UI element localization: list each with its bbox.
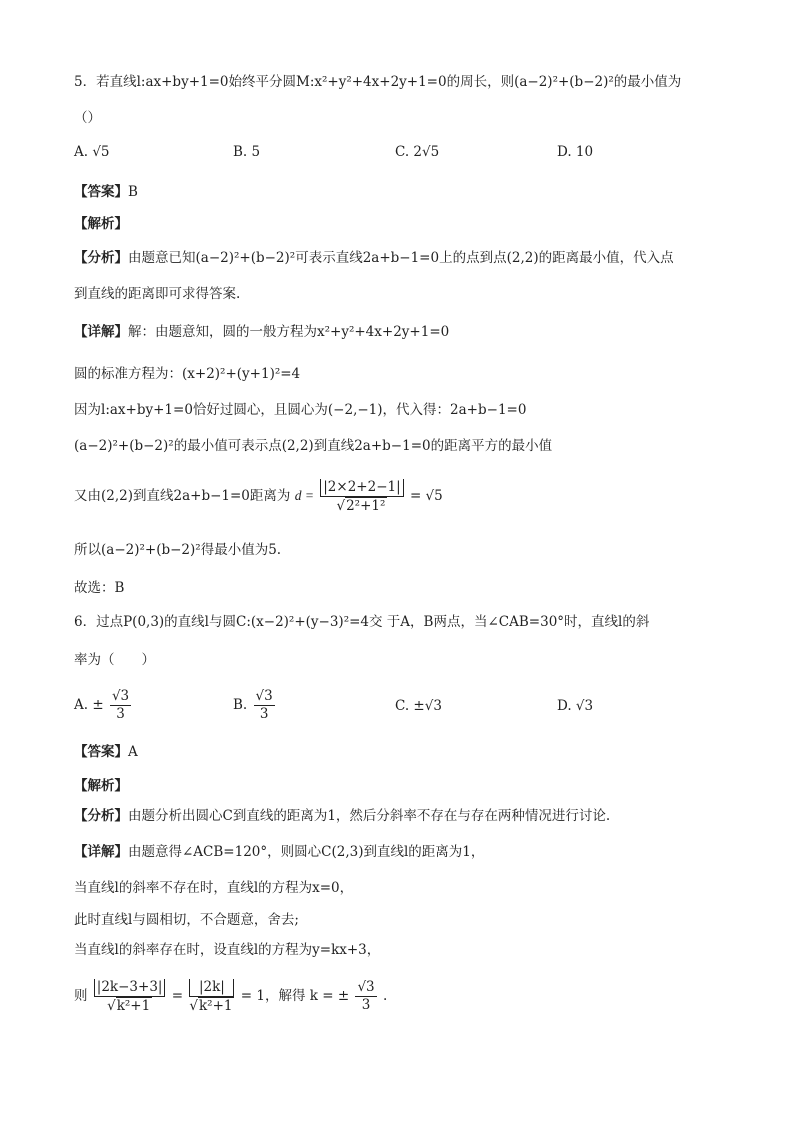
- q5-detail-line1: [74, 322, 449, 342]
- q5-detail-line2: 圆的标准方程为：(x+2)²+(y+1)²=4: [74, 366, 301, 382]
- result-num: √3: [357, 979, 375, 995]
- sqrt-icon: √: [189, 997, 198, 1014]
- solve-text: = 1，解得 k = ±: [240, 988, 350, 1004]
- fraction-1: [94, 979, 166, 1015]
- option-a-fraction: [110, 688, 131, 723]
- option-a-den: 3: [116, 706, 125, 722]
- fenxi-text: 由题分析出圆心C到直线的距离为1，然后分斜率不存在与存在两种情况进行讨论.: [128, 808, 611, 824]
- q5-detail-line6: 所以(a−2)²+(b−2)²得最小值为5.: [74, 542, 282, 558]
- fraction-2-num: |2k|: [189, 979, 234, 997]
- q5-answer: [74, 182, 138, 202]
- q6-fenxi-line1: [74, 806, 610, 826]
- q6-analysis-title: 【解析】: [74, 778, 128, 794]
- sqrt-body: k²+1: [116, 997, 151, 1014]
- q6-detail-line4: 当直线l的斜率存在时，设直线l的方程为y=kx+3，: [74, 942, 381, 958]
- answer-value: A: [128, 744, 138, 760]
- q5-fenxi-line2: 到直线的距离即可求得答案.: [74, 286, 241, 302]
- answer-value: B: [128, 184, 138, 200]
- q6-detail-line2: 当直线l的斜率不存在时，直线l的方程为x=0，: [74, 880, 354, 896]
- option-a-prefix: A. ±: [74, 697, 104, 713]
- detail-label: 【详解】: [74, 844, 128, 860]
- q5-option-d: D. 10: [557, 144, 594, 160]
- fenxi-label: 【分析】: [74, 808, 128, 824]
- q5-detail-line3: 因为l:ax+by+1=0恰好过圆心，且圆心为(−2,−1)，代入得：2a+b−1=0: [74, 402, 527, 418]
- fenxi-text: 由题意已知(a−2)²+(b−2)²可表示直线2a+b−1=0上的点到点(2,2)的距离最小值，代入点: [128, 250, 674, 266]
- q6-detail-line1: [74, 842, 484, 862]
- option-b-num: √3: [255, 688, 273, 704]
- fraction-2-den: [189, 997, 234, 1015]
- q6-answer: [74, 742, 138, 762]
- option-b-fraction: [254, 688, 275, 723]
- q6-option-b: [233, 688, 277, 723]
- answer-label: 【答案】: [74, 744, 128, 760]
- fenxi-label: 【分析】: [74, 250, 128, 266]
- fraction-1-num: |2k−3+3|: [94, 979, 166, 997]
- q5-detail-line5: [74, 476, 443, 516]
- result-den: 3: [361, 997, 371, 1013]
- then-text: 则: [74, 988, 88, 1004]
- sqrt-icon: √: [336, 497, 346, 514]
- period: .: [382, 988, 388, 1004]
- distance-d: d =: [294, 488, 314, 503]
- q5-option-c: C. 2√5: [395, 144, 440, 160]
- q5-analysis-title: 【解析】: [74, 216, 128, 232]
- fraction-2: [189, 979, 234, 1015]
- q5-detail-line4: (a−2)²+(b−2)²的最小值可表示点(2,2)到直线2a+b−1=0的距离平方的最小值: [74, 438, 553, 454]
- q6-detail-line5: [74, 976, 387, 1016]
- q6-option-d: D. √3: [557, 698, 594, 714]
- q6-option-a: [74, 688, 133, 723]
- distance-text: 又由(2,2)到直线2a+b−1=0距离为: [74, 488, 291, 504]
- q6-option-c: C. ±√3: [395, 698, 442, 714]
- sqrt-body: k²+1: [198, 997, 233, 1014]
- q5-fenxi-line1: [74, 248, 674, 268]
- result-fraction: [355, 979, 376, 1014]
- distance-fraction: [320, 479, 403, 515]
- answer-label: 【答案】: [74, 184, 128, 200]
- q6-stem-line1: 6．过点P(0,3)的直线l与圆C:(x−2)²+(y−3)²=4交 于A，B两点，当∠CAB=30°时，直线l的斜: [74, 614, 650, 630]
- detail-text: 解：由题意知，圆的一般方程为x²+y²+4x+2y+1=0: [128, 324, 450, 340]
- q6-stem-line2: 率为（ ）: [74, 652, 155, 668]
- distance-result: = √5: [409, 488, 443, 504]
- fraction-denominator: [320, 497, 403, 515]
- option-b-den: 3: [259, 706, 269, 722]
- q6-detail-line3: 此时直线l与圆相切，不合题意，舍去;: [74, 912, 299, 928]
- q5-stem-line1: 5．若直线l:ax+by+1=0始终平分圆M:x²+y²+4x+2y+1=0的周长，则(a−2)²+(b−2)²的最小值为: [74, 74, 682, 90]
- option-a-num: √3: [111, 688, 130, 704]
- q5-stem-line2: （）: [74, 110, 101, 126]
- detail-text: 由题意得∠ACB=120°，则圆心C(2,3)到直线l的距离为1，: [128, 844, 485, 860]
- sqrt-icon: √: [107, 997, 116, 1014]
- q5-detail-line7: 故选：B: [74, 580, 125, 596]
- q5-option-b: B. 5: [233, 144, 261, 160]
- q5-option-a: A. √5: [74, 144, 110, 160]
- equals-sign: =: [171, 988, 184, 1004]
- fraction-1-den: [94, 997, 166, 1015]
- sqrt-body: 2²+1²: [346, 497, 386, 514]
- fraction-numerator: |2×2+2−1|: [320, 479, 403, 497]
- option-b-prefix: B.: [233, 697, 248, 713]
- detail-label: 【详解】: [74, 324, 128, 340]
